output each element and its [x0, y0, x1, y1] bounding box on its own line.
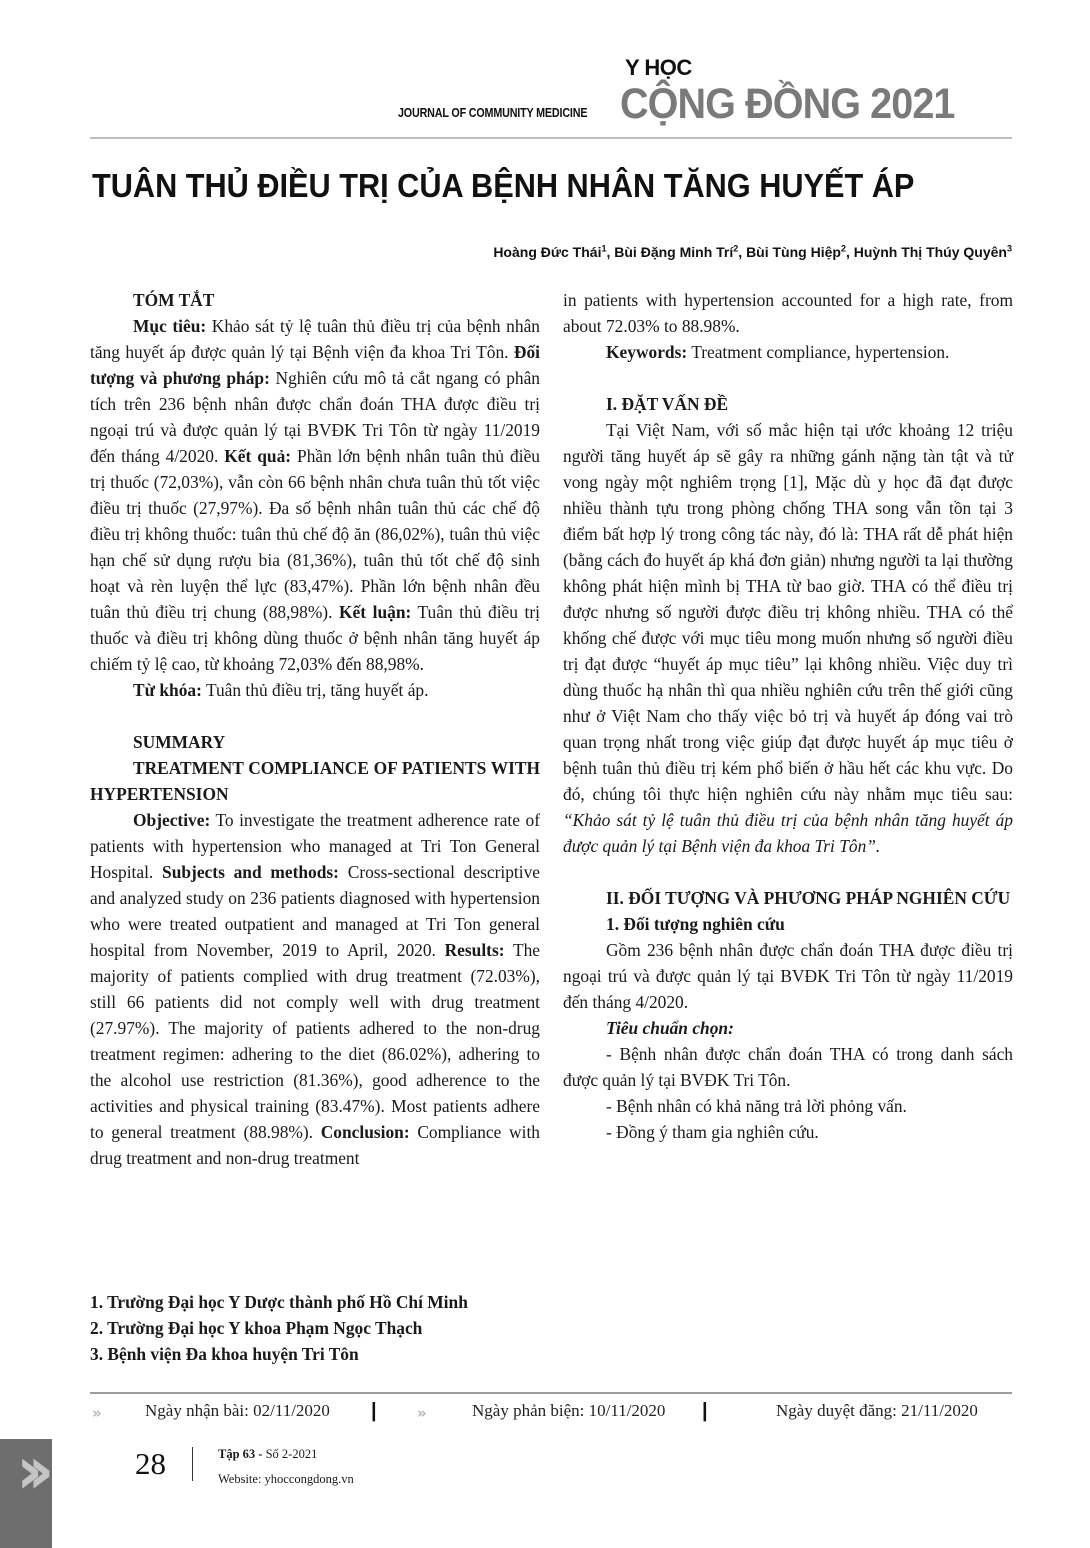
- text-run: SUMMARY: [133, 732, 226, 752]
- bold-label: Results:: [444, 940, 505, 960]
- double-chevron-right-icon: ››: [16, 1432, 39, 1509]
- text-run: “Khảo sát tỷ lệ tuân thủ điều trị của bệnh nhân tăng huyết áp được quản lý tại Bệnh viện đa khoa Tri Tôn”.: [563, 810, 1013, 856]
- left-text-column: [90, 287, 540, 1171]
- affiliation-item: 2. Trường Đại học Y khoa Phạm Ngọc Thạch: [90, 1318, 423, 1338]
- volume: Tập 63 -: [218, 1447, 263, 1461]
- right-text-column: [563, 287, 1013, 1145]
- bold-label: Kết quả:: [224, 446, 292, 466]
- section-heading: [90, 287, 540, 313]
- paragraph: [563, 417, 1013, 859]
- journal-english-name: JOURNAL OF COMMUNITY MEDICINE: [398, 106, 588, 120]
- text-run: Tuân thủ điều trị thuốc và điều trị không dùng thuốc ở bệnh nhân tăng huyết áp chiếm tỷ lệ cao, từ khoảng 72,03% đến 88,98%.: [90, 602, 540, 674]
- double-chevron-right-icon: »: [417, 1404, 424, 1422]
- bold-label: Conclusion:: [320, 1122, 410, 1142]
- paragraph: [563, 1015, 1013, 1041]
- double-chevron-right-icon: »: [92, 1404, 99, 1422]
- footer-divider: [90, 1392, 1012, 1394]
- bold-label: Keywords:: [606, 342, 688, 362]
- text-run: Cross-sectional descriptive and analyzed study on 236 patients diagnosed with hypertension who were treated outpatient and managed at Tri Ton general hospital from November, 2019 to April, 2020.: [90, 862, 540, 960]
- header-divider: [90, 137, 1012, 139]
- issue: Số 2-2021: [262, 1447, 318, 1461]
- journal-logo-top: Y HỌC: [625, 55, 692, 80]
- paragraph: [90, 313, 540, 677]
- paragraph: [563, 1041, 1013, 1093]
- text-run: To investigate the treatment adherence rate of patients with hypertension who managed at Tri Ton General Hospital.: [90, 810, 540, 882]
- text-run: Tuân thủ điều trị, tăng huyết áp.: [201, 680, 429, 700]
- paragraph: [563, 937, 1013, 1015]
- text-run: I. ĐẶT VẤN ĐỀ: [606, 394, 729, 414]
- author-affiliation-mark: 3: [1006, 243, 1012, 254]
- author: Hoàng Đức Thái: [493, 244, 602, 260]
- section-heading: [90, 755, 540, 807]
- affiliations: [90, 1289, 468, 1367]
- separator: |: [371, 1400, 377, 1422]
- text-run: Tại Việt Nam, với số mắc hiện tại ước khoảng 12 triệu người tăng huyết áp sẽ gây ra những gánh nặng tàn tật và tử vong ngày một nghiêm trọng [1], Mặc dù y học đã đạt được nhiều thành tựu trong phòng chống THA song vẫn tồn tại 3 điểm bất hợp lý trong công tác này, đó là: THA rất dễ phát hiện (bằng cách đo huyết áp khá đơn giản) nhưng người ta lại thường không phát hiện mình bị THA từ bao giờ. THA có thể điều trị được nhưng số người được điều trị không nhiều. THA có thể khống chế được với mục tiêu mong muốn nhưng số người điều trị đạt được “huyết áp mục tiêu” lại không nhiều. Việc duy trì dùng thuốc hạ nhân thì qua nhiều nghiên cứu trên thế giới cũng như ở Việt Nam cho thấy việc bỏ trị và huyết áp đóng vai trò quan trọng nhất trong việc giúp đạt được huyết áp mục tiêu ở bệnh tuân thủ điều trị kém phổ biến ở hầu hết các khu vực. Do đó, chúng tôi thực hiện nghiên cứu này nhằm mục tiêu sau:: [563, 420, 1013, 804]
- text-run: Phần lớn bệnh nhân tuân thủ điều trị thuốc (72,03%), vẫn còn 66 bệnh nhân chưa tuân thủ tốt việc điều trị thuốc (27,97%). Đa số bệnh nhân tuân thủ các chế độ điều trị không thuốc: tuân thủ chế độ ăn (86,02%), tuân thủ việc hạn chế sử dụng rượu bia (81,36%), tuân thủ tốt chế độ sinh hoạt và rèn luyện thể lực (83,47%). Phần lớn bệnh nhân đều tuân thủ điều trị chung (88,98%).: [90, 446, 540, 622]
- website: Website: yhoccongdong.vn: [218, 1472, 354, 1486]
- bold-label: Kết luận:: [339, 602, 412, 622]
- author: Huỳnh Thị Thúy Quyên: [853, 244, 1007, 260]
- bold-label: Subjects and methods:: [162, 862, 339, 882]
- author-list: Hoàng Đức Thái$^1$, Bùi Đặng Minh Trí$^2$, Bùi Tùng Hiệp$^2$, Huỳnh Thị Thúy Quyên$^3$: [493, 243, 1012, 260]
- separator: |: [702, 1400, 708, 1422]
- text-run: - Bệnh nhân có khả năng trả lời phỏng vấn.: [606, 1096, 907, 1116]
- bold-label: Tiêu chuẩn chọn:: [606, 1018, 734, 1038]
- journal-logo: [620, 81, 954, 127]
- paragraph: [90, 807, 540, 1171]
- text-run: - Đồng ý tham gia nghiên cứu.: [606, 1122, 819, 1142]
- page-number: 28: [135, 1446, 166, 1481]
- text-run: Compliance with drug treatment and non-drug treatment: [90, 1122, 540, 1168]
- text-run: 1. Đối tượng nghiên cứu: [606, 914, 785, 934]
- footer-vertical-divider: [192, 1447, 193, 1481]
- affiliation-item: 3. Bệnh viện Đa khoa huyện Tri Tôn: [90, 1344, 359, 1364]
- paragraph: [563, 339, 1013, 365]
- author-affiliation-mark: 2: [733, 243, 739, 254]
- review-date: Ngày phản biện: 10/11/2020: [472, 1401, 666, 1420]
- journal-logo-main: CỘNG ĐỒNG: [620, 80, 861, 128]
- text-run: The majority of patients complied with drug treatment (72.03%), still 66 patients did not comply well with drug treatment (27.97%). The majority of patients adhered to the non-drug treatment regimen: adhering to the diet (86.02%), adhering to the alcohol use restriction (81.36%), good adherence to the activities and physical training (83.47%). Most patients adhere to general treatment (88.98%).: [90, 940, 540, 1142]
- section-heading: [563, 911, 1013, 937]
- author-affiliation-mark: 2: [840, 243, 846, 254]
- text-run: - Bệnh nhân được chẩn đoán THA có trong danh sách được quản lý tại BVĐK Tri Tôn.: [563, 1044, 1013, 1090]
- bold-label: Đối tượng và phương pháp:: [90, 342, 540, 388]
- paragraph: [563, 287, 1013, 339]
- author-affiliation-mark: 1: [601, 243, 607, 254]
- paragraph: [563, 1093, 1013, 1119]
- accepted-date: Ngày duyệt đăng: 21/11/2020: [776, 1401, 978, 1420]
- text-run: Treatment compliance, hypertension.: [687, 342, 950, 362]
- author: Bùi Tùng Hiệp: [746, 244, 841, 260]
- text-run: Gồm 236 bệnh nhân được chẩn đoán THA được điều trị ngoại trú và được quản lý tại BVĐK Tri Tôn từ ngày 11/2019 đến tháng 4/2020.: [563, 940, 1013, 1012]
- volume-issue: [218, 1446, 317, 1462]
- bold-label: Từ khóa:: [133, 680, 202, 700]
- paragraph: [90, 677, 540, 703]
- received-date: Ngày nhận bài: 02/11/2020: [145, 1401, 330, 1420]
- text-run: Khảo sát tỷ lệ tuân thủ điều trị của bệnh nhân tăng huyết áp được quản lý tại Bệnh viện đa khoa Tri Tôn.: [90, 316, 540, 362]
- affiliation-item: 1. Trường Đại học Y Dược thành phố Hồ Chí Minh: [90, 1292, 468, 1312]
- text-run: TÓM TẮT: [133, 290, 215, 310]
- text-run: Nghiên cứu mô tả cắt ngang có phân tích trên 236 bệnh nhân được chẩn đoán THA được điều trị ngoại trú và được quản lý tại BVĐK Tri Tôn từ ngày 11/2019 đến tháng 4/2020.: [90, 368, 541, 466]
- text-run: in patients with hypertension accounted for a high rate, from about 72.03% to 88.98%.: [563, 290, 1013, 336]
- section-heading: [563, 885, 1013, 911]
- bold-label: Objective:: [133, 810, 211, 830]
- author: Bùi Đặng Minh Trí: [614, 244, 734, 260]
- text-run: TREATMENT COMPLIANCE OF PATIENTS WITH HYPERTENSION: [90, 758, 540, 804]
- paragraph: [563, 1119, 1013, 1145]
- journal-year: 2021: [870, 80, 955, 128]
- article-title: TUÂN THỦ ĐIỀU TRỊ CỦA BỆNH NHÂN TĂNG HUYẾT ÁP: [92, 167, 915, 204]
- section-heading: [90, 729, 540, 755]
- section-heading: [563, 391, 1013, 417]
- text-run: II. ĐỐI TƯỢNG VÀ PHƯƠNG PHÁP NGHIÊN CỨU: [606, 888, 1011, 908]
- bold-label: Mục tiêu:: [133, 316, 207, 336]
